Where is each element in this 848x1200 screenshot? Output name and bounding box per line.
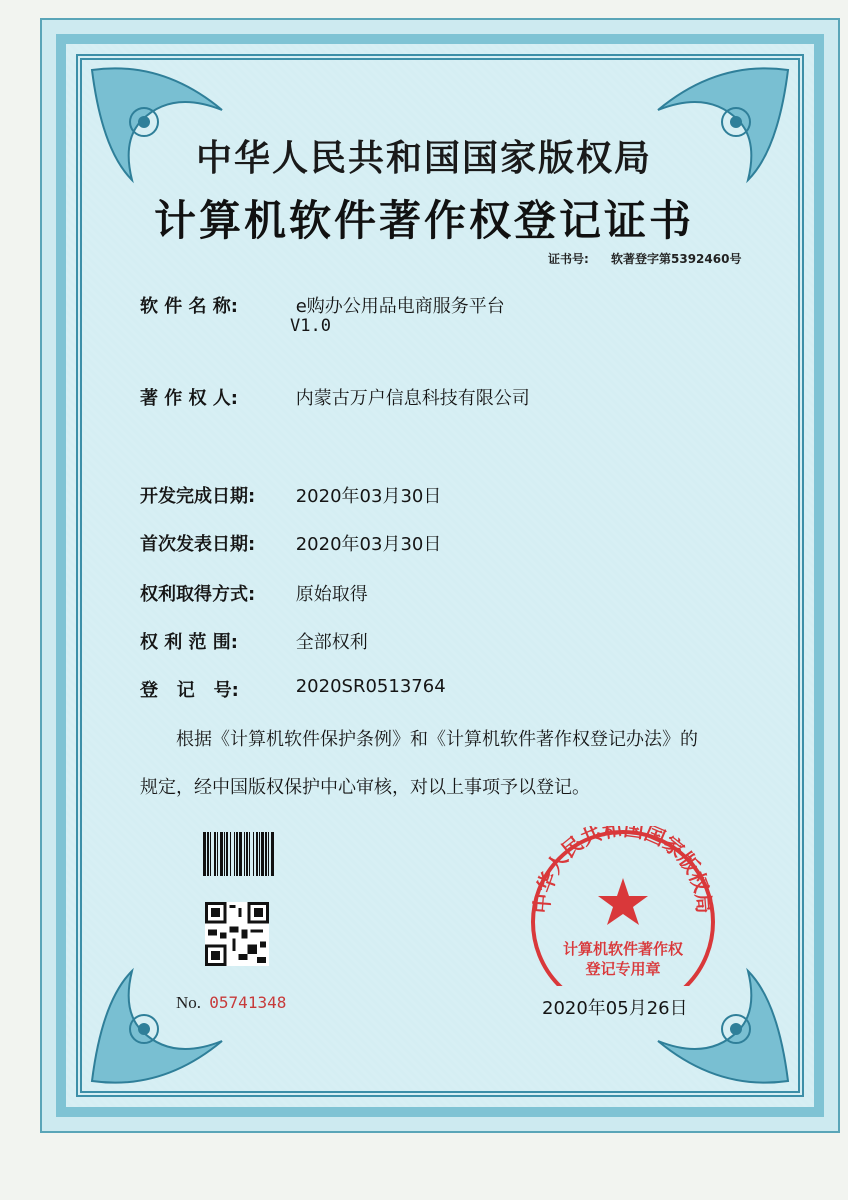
certificate-number [548, 250, 741, 267]
seal-line-1: 计算机软件著作权 [562, 940, 683, 958]
dev-date-value: 2020年03月30日 [295, 486, 442, 507]
software-name-label: 软 件 名 称: [140, 296, 238, 317]
registration-number-value: 2020SR0513764 [295, 676, 446, 697]
publish-date-value: 2020年03月30日 [295, 534, 442, 555]
software-version: V1.0 [290, 316, 331, 336]
barcode [203, 832, 325, 876]
field-registration-number [140, 676, 446, 702]
dev-date-label: 开发完成日期: [140, 486, 256, 507]
svg-text:中华人民共和国国家版权局: 中华人民共和国国家版权局 [529, 826, 717, 915]
statement-line-2: 规定，经中国版权保护中心审核，对以上事项予以登记。 [140, 777, 590, 798]
publish-date-label: 首次发表日期: [140, 534, 256, 555]
owner-value: 内蒙古万户信息科技有限公司 [295, 388, 530, 409]
scope-value: 全部权利 [295, 632, 368, 653]
field-scope [140, 628, 368, 654]
field-dev-complete-date [140, 482, 441, 508]
acquisition-method-label: 权利取得方式: [140, 584, 256, 605]
field-first-publish-date [140, 530, 441, 556]
serial-number-value: 05741348 [209, 993, 287, 1012]
field-acquisition-method [140, 580, 368, 606]
owner-label: 著 作 权 人: [140, 388, 238, 409]
issue-date: 2020年05月26日 [542, 998, 688, 1019]
seal-line-2: 登记专用章 [585, 960, 661, 978]
statement-line-1: 根据《计算机软件保护条例》和《计算机软件著作权登记办法》的 [176, 729, 698, 750]
field-software-name [140, 292, 505, 318]
issuing-authority-title: 中华人民共和国国家版权局 [195, 137, 652, 179]
serial-number-label: No. [176, 993, 202, 1012]
barcode-bar [271, 832, 274, 876]
qr-code [205, 902, 269, 966]
serial-number [176, 993, 286, 1013]
certificate-number-label: 证书号: [548, 252, 589, 266]
software-name-value: e购办公用品电商服务平台 [295, 296, 505, 317]
certificate-number-value: 软著登字第5392460号 [611, 252, 742, 266]
certificate-title: 计算机软件著作权登记证书 [153, 196, 694, 245]
acquisition-method-value: 原始取得 [295, 584, 368, 605]
scope-label: 权 利 范 围: [140, 632, 238, 653]
field-owner [140, 384, 530, 410]
registration-number-label: 登 记 号: [140, 680, 239, 701]
